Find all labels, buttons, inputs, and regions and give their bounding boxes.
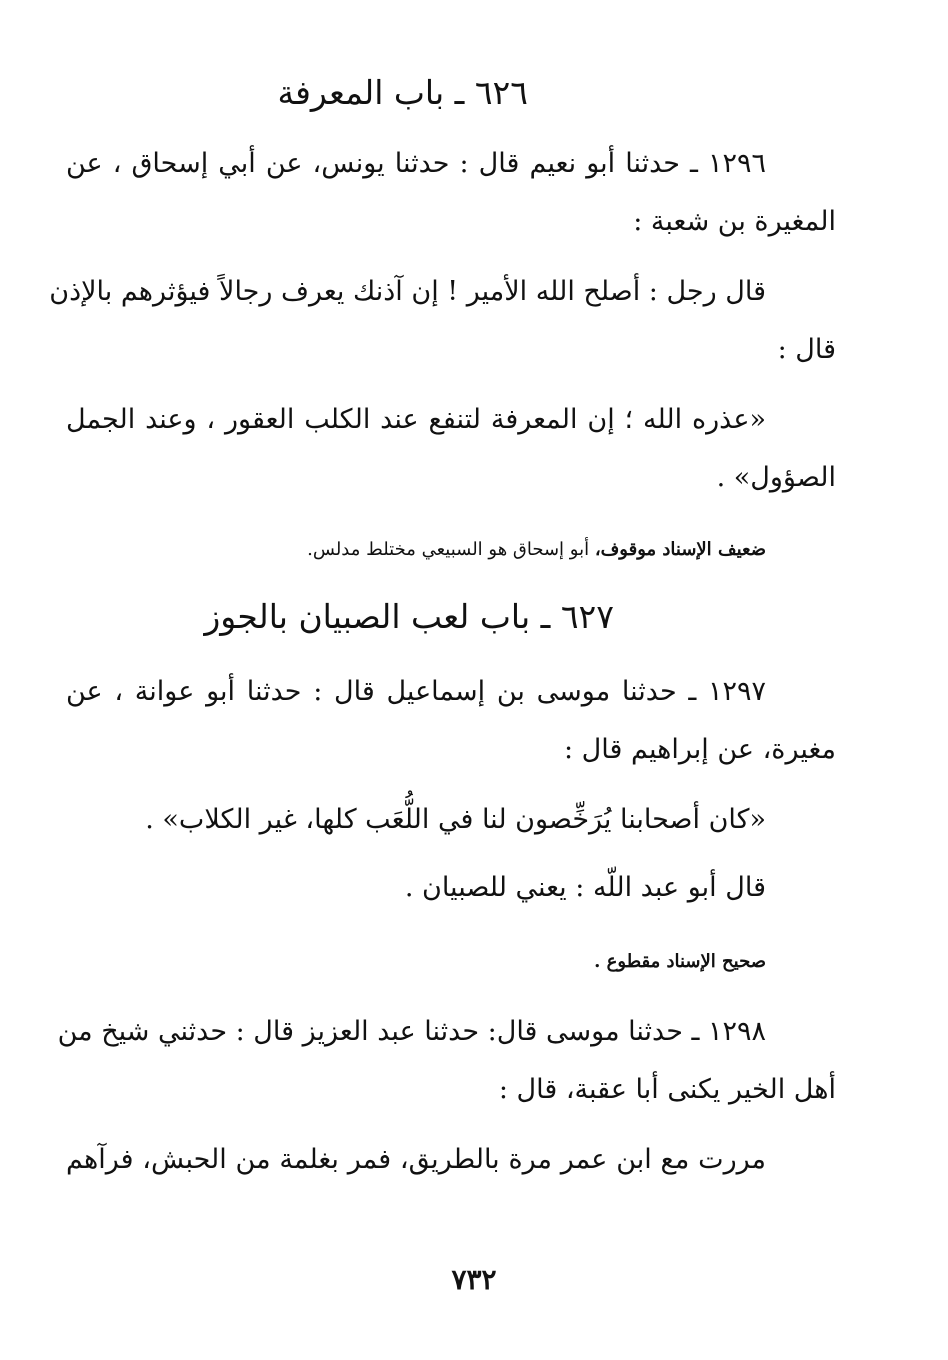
hadith-1296-line-5: «عذره الله ؛ إن المعرفة لتنفع عند الكلب العقور ، وعند الجمل — [66, 404, 766, 435]
chapter-heading-627: ٦٢٧ ـ باب لعب الصبيان بالجوز — [204, 597, 614, 636]
hadith-1297-line-1: ١٢٩٧ ـ حدثنا موسى بن إسماعيل قال : حدثنا أبو عوانة ، عن — [66, 676, 766, 707]
hadith-1296-line-2: المغيرة بن شعبة : — [633, 206, 836, 237]
hadith-1297-line-4: قال أبو عبد اللّه : يعني للصبيان . — [404, 872, 766, 903]
hadith-1297-line-2: مغيرة، عن إبراهيم قال : — [563, 734, 836, 765]
page-number: ٧٣٢ — [451, 1263, 497, 1296]
grading-text: أبو إسحاق هو السبيعي مختلط مدلس. — [307, 539, 595, 560]
grading-note-1296 — [307, 536, 766, 564]
hadith-1298-line-2: أهل الخير يكنى أبا عقبة، قال : — [498, 1074, 836, 1105]
chapter-heading-626: ٦٢٦ ـ باب المعرفة — [277, 73, 528, 112]
hadith-1296-line-6: الصؤول» . — [716, 462, 836, 493]
hadith-1296-line-1: ١٢٩٦ ـ حدثنا أبو نعيم قال : حدثنا يونس، عن أبي إسحاق ، عن — [66, 148, 766, 179]
grading-note-1297 — [594, 948, 766, 976]
hadith-1298-line-1: ١٢٩٨ ـ حدثنا موسى قال: حدثنا عبد العزيز قال : حدثني شيخ من — [57, 1016, 766, 1047]
grading-label: ضعيف الإسناد موقوف، — [594, 539, 766, 560]
grading-label: صحيح الإسناد مقطوع . — [594, 951, 766, 972]
hadith-1296-line-3: قال رجل : أصلح الله الأمير ! إن آذنك يعرف رجالاً فيؤثرهم بالإذن — [49, 276, 766, 307]
hadith-1297-line-3: «كان أصحابنا يُرَخِّصون لنا في اللُّعَب كلها، غير الكلاب» . — [145, 804, 766, 835]
hadith-1296-line-4: قال : — [777, 334, 836, 365]
hadith-1298-line-3: مررت مع ابن عمر مرة بالطريق، فمر بغلمة من الحبش، فرآهم — [66, 1144, 766, 1175]
